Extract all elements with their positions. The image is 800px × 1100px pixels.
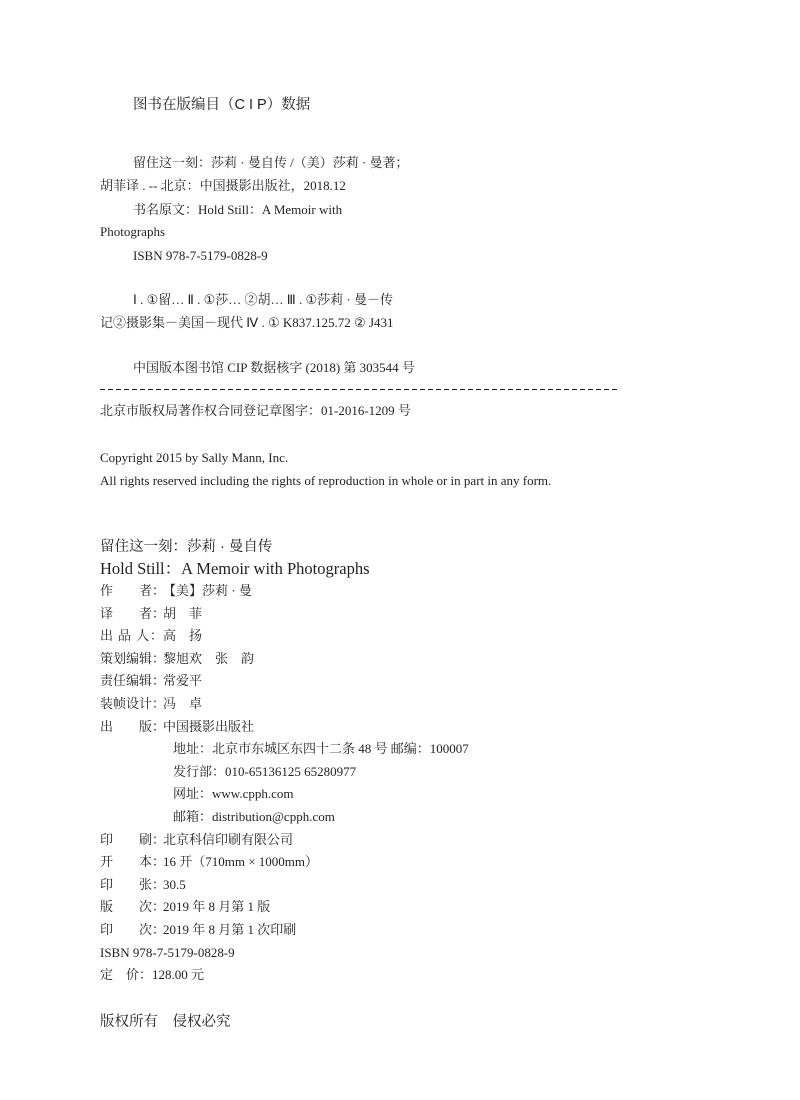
cip-record-line: 留住这一刻：莎莉 · 曼自传 /（美）莎莉 · 曼著； xyxy=(133,155,409,170)
credit-row-planning-editor xyxy=(100,648,700,671)
credit-row-designer xyxy=(100,693,700,716)
rights-statement: All rights reserved including the rights of reproduction in whole or in part in any form. xyxy=(100,473,552,488)
production-value: 北京科信印刷有限公司 xyxy=(163,831,294,847)
production-label: 印 刷： xyxy=(100,831,166,847)
isbn-line: ISBN 978-7-5179-0828-9 xyxy=(100,944,235,960)
production-row-edition xyxy=(100,896,700,919)
publisher-email: 邮箱：distribution@cpph.com xyxy=(173,808,335,824)
cip-record-line: 胡菲译 . -- 北京：中国摄影出版社，2018.12 xyxy=(100,178,346,193)
rights-reserved-footer: 版权所有 侵权必究 xyxy=(100,1014,231,1030)
cip-record-line: 书名原文：Hold Still：A Memoir with xyxy=(133,202,343,217)
cip-classification-line: 记②摄影集－美国－现代 Ⅳ . ① K837.125.72 ② J431 xyxy=(100,315,394,330)
book-title-en: Hold Still：A Memoir with Photographs xyxy=(100,559,370,578)
credit-row-producer xyxy=(100,625,700,648)
production-value: 2019 年 8 月第 1 次印刷 xyxy=(163,921,297,937)
production-label: 版 次： xyxy=(100,899,166,915)
production-value: 16 开（710mm × 1000mm） xyxy=(163,854,319,870)
production-row-sheets xyxy=(100,874,700,897)
copyright-notice: Copyright 2015 by Sally Mann, Inc. xyxy=(100,450,289,465)
credit-label: 出 版： xyxy=(100,718,166,734)
credit-value: 中国摄影出版社 xyxy=(163,718,255,734)
production-label: 印 次： xyxy=(100,921,166,937)
cip-record-line: Photographs xyxy=(100,224,165,239)
publisher-phone: 发行部：010-65136125 65280977 xyxy=(173,763,357,779)
credit-value: 【美】莎莉 · 曼 xyxy=(163,583,252,598)
copyright-registration: 北京市版权局著作权合同登记章图字：01-2016-1209 号 xyxy=(100,403,411,418)
credit-value: 黎旭欢 张 韵 xyxy=(163,650,255,666)
publisher-website: 网址：www.cpph.com xyxy=(173,786,294,802)
credit-row-translator xyxy=(100,603,700,626)
production-row-format xyxy=(100,851,700,874)
credit-label: 装帧设计： xyxy=(100,695,166,711)
credit-label: 策划编辑： xyxy=(100,650,166,666)
production-row-printing xyxy=(100,919,700,942)
credit-label: 出 品 人： xyxy=(100,628,163,644)
credit-row-author xyxy=(100,580,700,603)
credit-label: 译 者： xyxy=(100,605,166,621)
cip-isbn-line: ISBN 978-7-5179-0828-9 xyxy=(133,248,268,263)
price-label: 定 价： xyxy=(100,967,153,983)
credit-value: 胡 菲 xyxy=(163,605,203,621)
production-row-printer xyxy=(100,829,700,852)
credit-label: 责任编辑： xyxy=(100,673,166,689)
credit-value: 冯 卓 xyxy=(163,695,203,711)
cip-heading: 图书在版编目（C I P）数据 xyxy=(133,97,311,113)
price-value: 128.00 元 xyxy=(152,967,205,983)
credit-row-responsible-editor xyxy=(100,670,700,693)
production-value: 30.5 xyxy=(163,876,186,892)
production-value: 2019 年 8 月第 1 版 xyxy=(163,899,271,915)
credit-row-publisher xyxy=(100,716,700,739)
cip-classification-line: Ⅰ . ①留… Ⅱ . ①莎… ②胡… Ⅲ . ①莎莉 · 曼－传 xyxy=(133,292,393,307)
publisher-address: 地址：北京市东城区东四十二条 48 号 邮编：100007 xyxy=(173,741,469,757)
credit-value: 常爱平 xyxy=(163,673,203,689)
dashed-divider xyxy=(100,389,620,390)
credit-value: 高 扬 xyxy=(163,628,203,644)
production-label: 印 张： xyxy=(100,876,166,892)
price-row xyxy=(100,964,700,987)
cip-number: 中国版本图书馆 CIP 数据核字 (2018) 第 303544 号 xyxy=(133,360,415,375)
book-title-cn: 留住这一刻：莎莉 · 曼自传 xyxy=(100,539,273,555)
production-label: 开 本： xyxy=(100,854,166,870)
colophon-list xyxy=(100,580,700,987)
credit-label: 作 者： xyxy=(100,583,166,598)
